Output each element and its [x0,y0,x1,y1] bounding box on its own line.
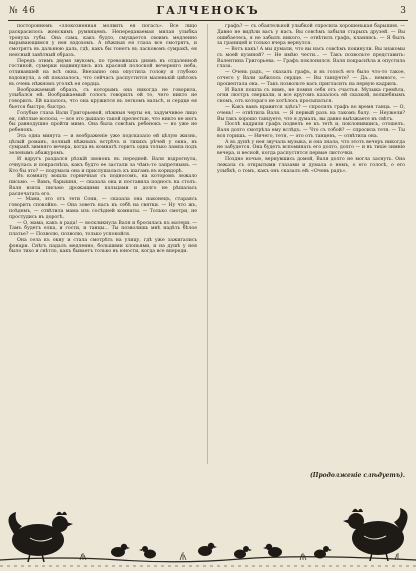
paragraph: постороннемъ «злокозненная молвить ея погасъ». Все лицо раскрасилось женскимъ румянцемъ. Непередаваемая милая улыбка тронула губы. Она сама, какъ будто, смущается своимъ медленно вырывающимся у нея вздохомъ. А нѣжныя ея глаза все смотрятъ, и смотрятъ въ дальнюю даль, гдѣ, какъ бы тонетъ въ ласковомъ сумракѣ, ея неясный завѣтный образъ. [9,24,197,58]
paragraph: Передъ этимъ двумя звукомъ, по тревожныхъ днямъ въ отдаленной гостиной, сумерки надвинулись изъ красной полоской вечерняго неба, отливавшей на всѣ окна. Внезапно она опустила голову и глубоко вздохнула, а ей показалось, что сейчасъ распустится маленькій цвѣтокъ въ очень нѣжномъ уголкѣ ея сердца. [9,58,197,87]
paragraph: Въ комнату вошла горничная съ подносомъ, на которомъ лежало письмо. — Вамъ, барышня, — сказала она и поставила подносъ на столъ. Валя взяла письмо дрожащими пальцами и долго не рѣшалась распечатать его. [9,174,197,197]
chick-icon [234,546,252,559]
chick-icon [198,543,217,556]
chick-icon [139,546,156,559]
chick-icon [263,544,282,557]
paragraph: графъ? — съ обаятельной улыбкой спросила хорошенькая барышня. — Давно не видѣли васъ у насъ. Вы совсѣмъ забыли старыхъ друзей. — Вы ошибаетесь, я не забылъ никого, — отвѣтилъ графъ, кланяясь. — Я былъ за границей и только вчера вернулся. [217,24,405,47]
paragraph: И вдругъ раздался рѣзкій звонокъ въ передней. Валя вздрогнула, очнулась и покраснѣла, какъ будто ее застали за чѣмъ-то запретнымъ. — Кто бы это? — подумала она и прислушалась къ шагамъ въ коридорѣ. [9,156,197,174]
continued-label: (Продолженіе слѣдуетъ). [309,472,405,479]
page-header [0,4,416,18]
paragraph: — Мама, это отъ тети Сони, — сказала она наконецъ, стараясь говорить спокойно. — Она зоветъ насъ къ себѣ на святки. — Ну что жъ, поѣдемъ, — отвѣтила мама изъ сосѣдней комнаты. — Только смотри, не простудись въ дорогѣ. [9,197,197,220]
paragraph: — Какъ вамъ нравится здѣсь? — спросилъ графъ во время танца. — О, очень! — отвѣтила Валя. — Я первый разъ на такомъ балу. — Неужели? Вы такъ хорошо танцуете, что я думалъ, вы давно выѣзжаете въ свѣтъ. [217,104,405,122]
paragraph: — Очень радъ, — сказалъ графъ, и въ голосѣ его было что-то такое, отчего у Вали забилось сердце. — Вы танцуете? — Да... немного, — прошептала она. — Такъ позвольте васъ пригласить на первую кадриль. [217,70,405,87]
paragraph: А въ душѣ у нея звучала музыка, и она знала, что этотъ вечеръ никогда не забудется. Она будетъ вспоминать его долго, долго — и въ тихіе зимніе вечера, и весной, когда распустятся первые листочки. [217,139,405,157]
hen-left-icon [8,512,73,562]
chickens-illustration [0,488,416,571]
paragraph: И Валя пошла съ нимъ, не помня себя отъ счастья. Музыка гремѣла, огни люстръ сверкали, и все кругомъ казалось ей сказкой, волшебнымъ сномъ, отъ котораго не хотѣлось просыпаться. [217,87,405,105]
paragraph: — О, мама, какъ я рада! — воскликнула Валя и бросилась къ матери. — Тамъ будетъ елка, и гости, и танцы... Ты позволишь мнѣ надѣть бѣлое платье? — Позволю, позволю, только успокойся. [9,220,197,238]
paragraph: Послѣ кадрили графъ подвелъ ее къ тетѣ и, поклонившись, отошелъ. Валя долго смотрѣла ему вслѣдъ. — Что съ тобой? — спросила тетя. — Ты вся горишь. — Ничего, тетя, — это отъ танцевъ, — отвѣтила она. [217,122,405,139]
page-number: 3 [400,6,407,16]
header-rule [8,20,408,21]
column-divider [207,24,208,464]
magazine-title: ГАЛЧЕНОКЪ [156,4,260,17]
chick-icon [111,544,130,557]
left-column [9,24,197,490]
paragraph: Поздно ночью, вернувшись домой, Валя долго не могла заснуть. Она лежала съ открытыми глазами и думала о немъ, о его голосѣ, о его улыбкѣ, о томъ, какъ онъ сказалъ ей: «Очень радъ». [217,156,405,174]
issue-number: № 46 [9,6,36,16]
paragraph: Голубые глаза Вали Григорьевой, нѣжныя черты ея, задумчивое лицо ея, свѣтлые волосы, — все это дышало такой прелестью, что никто не могъ бы равнодушно пройти мимо. Она была совсѣмъ ребенокъ — но уже не ребенокъ. [9,110,197,134]
right-column [217,24,405,464]
paragraph: Эта одна минута — и воображеніе уже подсказало ей цѣлую жизнь, цѣлый романъ, полный нѣжныхъ встрѣчъ и тихихъ рѣчей у окна, въ сумракѣ зимняго вечера, когда въ комнатѣ горитъ одна только лампа подъ зеленымъ абажуромъ. [9,133,197,157]
paragraph: — Вотъ какъ! А мы думали, что вы насъ совсѣмъ покинули. Вы знакомы съ моей кузиной? — Не имѣю чести... — Такъ позвольте представить: Валентина Григорьева. — Графъ поклонился. Валя покраснѣла и опустила глаза. [217,47,405,70]
paragraph: Она села къ окну и стала смотрѣть на улицу, гдѣ уже зажигались фонари. Снѣгъ падалъ медленно, большими хлопьями, и на душѣ у нея было тихо и свѣтло, какъ бываетъ только въ юности, когда все впереди. [9,237,197,255]
paragraph: Воображаемый образъ, съ которымъ она никогда не говорила, улыбался ей. Воображаемый голосъ говорилъ ей то, чего никто не говорилъ. Ей казалось, что она кружится въ легкомъ вальсѣ, и сердце ея бьется быстро, быстро. [9,87,197,110]
